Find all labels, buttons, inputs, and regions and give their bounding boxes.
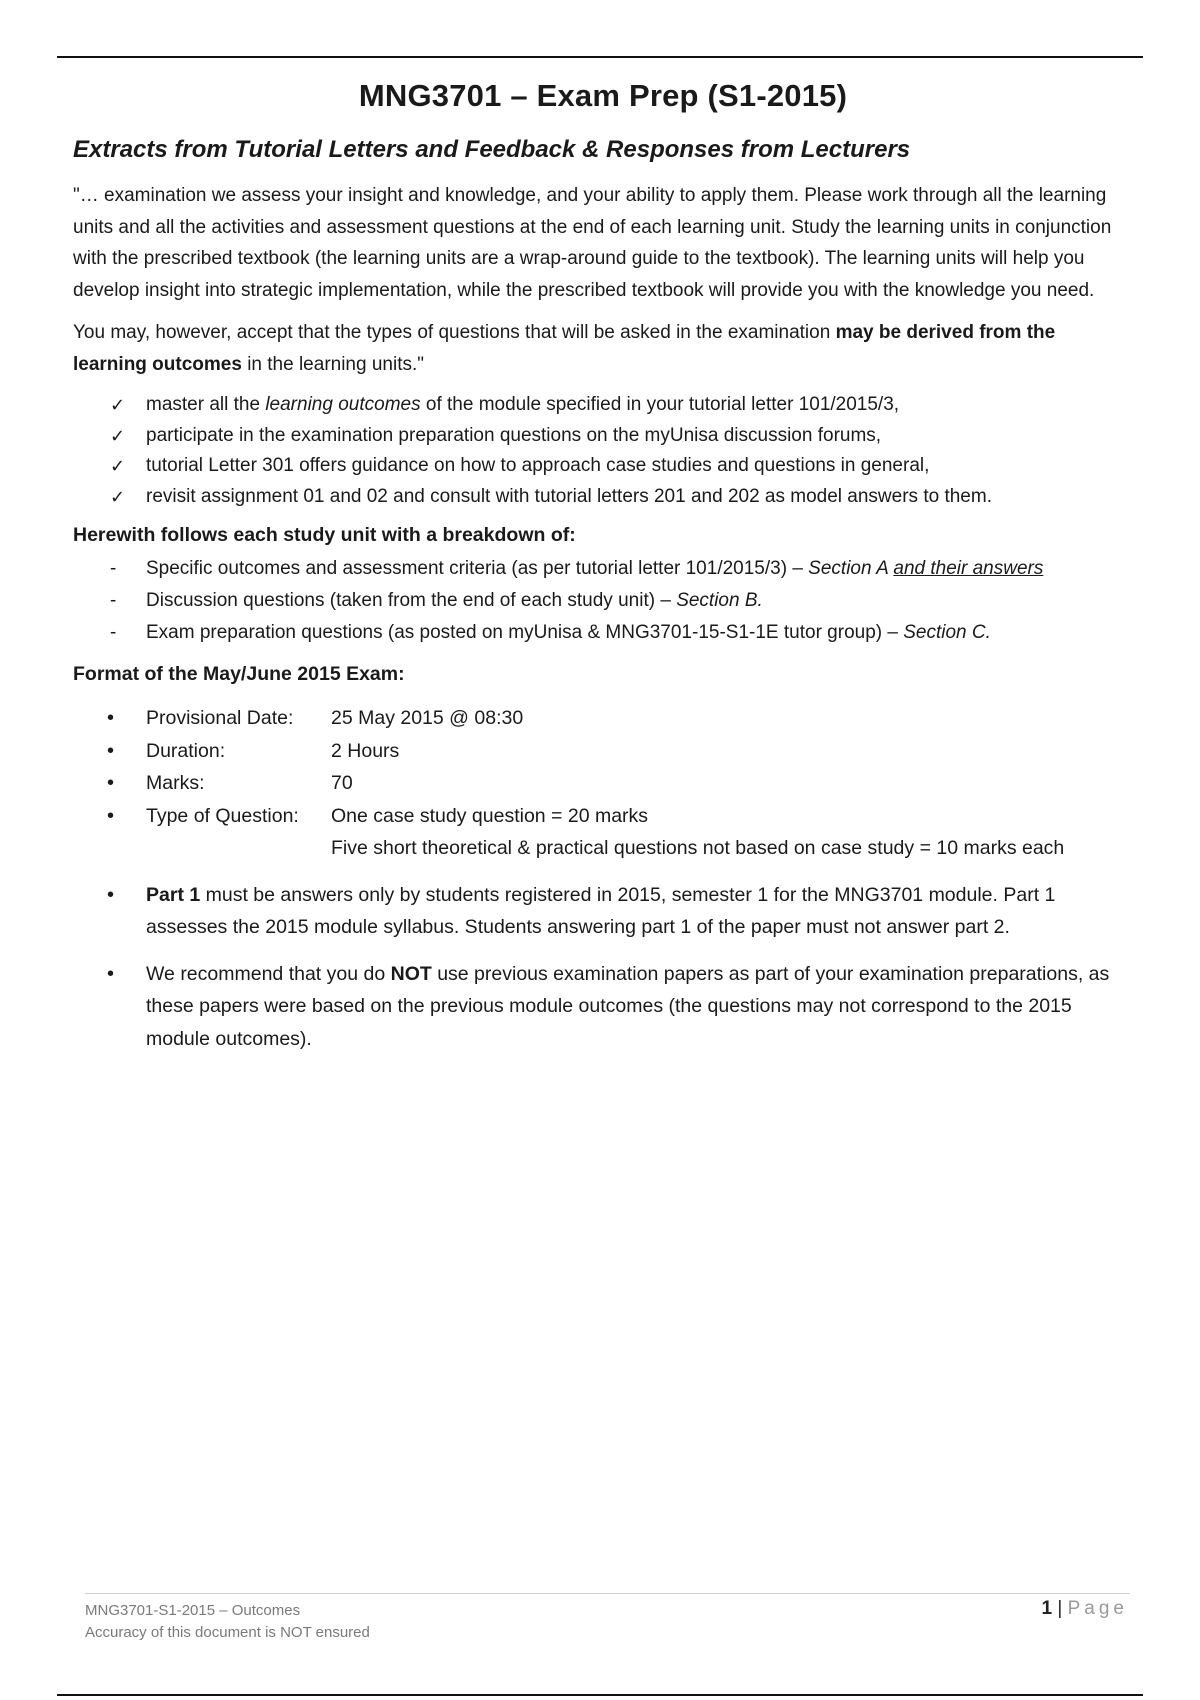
- note-text: must be answers only by students registered in 2015, semester 1 for the MNG3701 module. Part 1 assesses the 2015 module syllabus. Students answering part 1 of the paper must not answer part 2.: [146, 883, 1056, 938]
- note-text-pre: We recommend that you do: [146, 962, 391, 985]
- page-separator: |: [1057, 1598, 1063, 1619]
- breakdown-text: Exam preparation questions (as posted on myUnisa & MNG3701-15-S1-1E tutor group) –: [146, 622, 904, 643]
- breakdown-list: [73, 553, 1133, 649]
- dash-icon: -: [110, 558, 117, 579]
- checklist-text-emphasis: learning outcomes: [265, 394, 421, 415]
- breakdown-text: Discussion questions (taken from the end of each study unit) –: [146, 590, 677, 611]
- exam-format-heading: Format of the May/June 2015 Exam:: [73, 663, 405, 685]
- breakdown-heading: Herewith follows each study unit with a breakdown of:: [73, 524, 576, 546]
- note-text-post: use previous examination papers as part of your examination preparations, as these papers were based on the previous module outcomes (the questions may not correspond to the 2015 module outcomes).: [146, 962, 1110, 1050]
- detail-value: [331, 800, 1133, 865]
- bullet-icon: •: [107, 772, 115, 794]
- checkmark-icon: ✓: [110, 486, 126, 507]
- document-page: [73, 70, 1133, 1055]
- exam-note-part1: [73, 879, 1133, 944]
- breakdown-section-label: Section A: [808, 558, 894, 579]
- checkmark-icon: ✓: [110, 395, 126, 415]
- exam-detail-duration: [73, 735, 1133, 768]
- checklist-text: tutorial Letter 301 offers guidance on how to approach case studies and questions in general,: [146, 455, 930, 476]
- checklist-text-post: of the module specified in your tutorial letter 101/2015/3,: [420, 394, 900, 415]
- breakdown-section-label: Section B.: [676, 590, 763, 611]
- checklist-item: [73, 482, 1133, 513]
- note-paragraph: [73, 317, 1133, 380]
- page-footer: [85, 1593, 1130, 1641]
- note-text-pre: You may, however, accept that the types of questions that will be asked in the examination: [73, 322, 836, 343]
- intro-paragraph: "… examination we assess your insight and knowledge, and your ability to apply them. Please work through all the learning units and all the activities and assessment questions at the end of each learning unit. Study the learning units in conjunction with the prescribed textbook (the learning units are a wrap-around guide to the textbook). The learning units will help you develop insight into strategic implementation, while the prescribed textbook will provide you with the knowledge you need.: [73, 185, 1112, 301]
- checklist: [73, 390, 1133, 512]
- bullet-icon: •: [107, 804, 115, 827]
- footer-page-number: [1042, 1598, 1128, 1620]
- footer-doc-code: MNG3701-S1-2015 – Outcomes: [85, 1602, 301, 1619]
- detail-value: 2 Hours: [331, 739, 400, 762]
- breakdown-item: [73, 617, 1133, 649]
- header-rule: [57, 56, 1143, 58]
- detail-label: Marks:: [146, 772, 205, 794]
- exam-format-list: [73, 702, 1133, 1055]
- checkmark-icon: ✓: [110, 425, 126, 446]
- checklist-text: participate in the examination preparation questions on the myUnisa discussion forums,: [146, 424, 882, 446]
- bullet-icon: •: [107, 962, 115, 985]
- detail-value-line: Five short theoretical & practical questions not based on case study = 10 marks each: [331, 837, 1065, 859]
- breakdown-text: Specific outcomes and assessment criteria (as per tutorial letter 101/2015/3) –: [146, 558, 809, 579]
- exam-detail-marks: [73, 767, 1133, 800]
- breakdown-section-label: Section C.: [903, 622, 991, 643]
- detail-label: Provisional Date:: [146, 707, 294, 729]
- note-text-bold: may be derived from the learning outcomes: [73, 322, 1056, 375]
- page-title: MNG3701 – Exam Prep (S1-2015): [358, 78, 848, 113]
- dash-icon: -: [110, 622, 117, 643]
- footer-left: [85, 1600, 370, 1644]
- bullet-icon: •: [107, 883, 115, 906]
- exam-note-recommendation: [73, 958, 1133, 1056]
- breakdown-item: [73, 585, 1133, 617]
- page-subtitle: Extracts from Tutorial Letters and Feedback & Responses from Lecturers: [73, 136, 911, 163]
- checklist-item: [73, 451, 1133, 482]
- checklist-text-pre: master all the: [146, 394, 266, 415]
- bullet-icon: •: [107, 707, 115, 729]
- detail-value: 70: [331, 772, 353, 794]
- note-bold: Part 1: [146, 883, 201, 906]
- detail-value: 25 May 2015 @ 08:30: [331, 707, 524, 729]
- bullet-icon: •: [107, 739, 115, 762]
- footer-disclaimer: Accuracy of this document is NOT ensured: [85, 1624, 370, 1641]
- detail-label: Type of Question:: [146, 804, 299, 827]
- page-label: Page: [1067, 1598, 1128, 1619]
- checklist-item: [73, 390, 1133, 421]
- checklist-text: revisit assignment 01 and 02 and consult with tutorial letters 201 and 202 as model answers to them.: [146, 485, 992, 507]
- checkmark-icon: ✓: [110, 456, 126, 476]
- detail-label: Duration:: [146, 739, 226, 762]
- exam-detail-type: [73, 800, 1133, 865]
- detail-value-line: One case study question = 20 marks: [331, 804, 649, 827]
- checklist-item: [73, 421, 1133, 452]
- breakdown-item: [73, 553, 1133, 585]
- page-number: 1: [1041, 1598, 1053, 1619]
- note-text-post: in the learning units.": [241, 353, 424, 375]
- note-bold: NOT: [390, 962, 432, 985]
- bottom-rule: [57, 1694, 1143, 1696]
- dash-icon: -: [110, 590, 117, 611]
- breakdown-underlined-text: and their answers: [893, 558, 1044, 579]
- exam-detail-date: [73, 702, 1133, 735]
